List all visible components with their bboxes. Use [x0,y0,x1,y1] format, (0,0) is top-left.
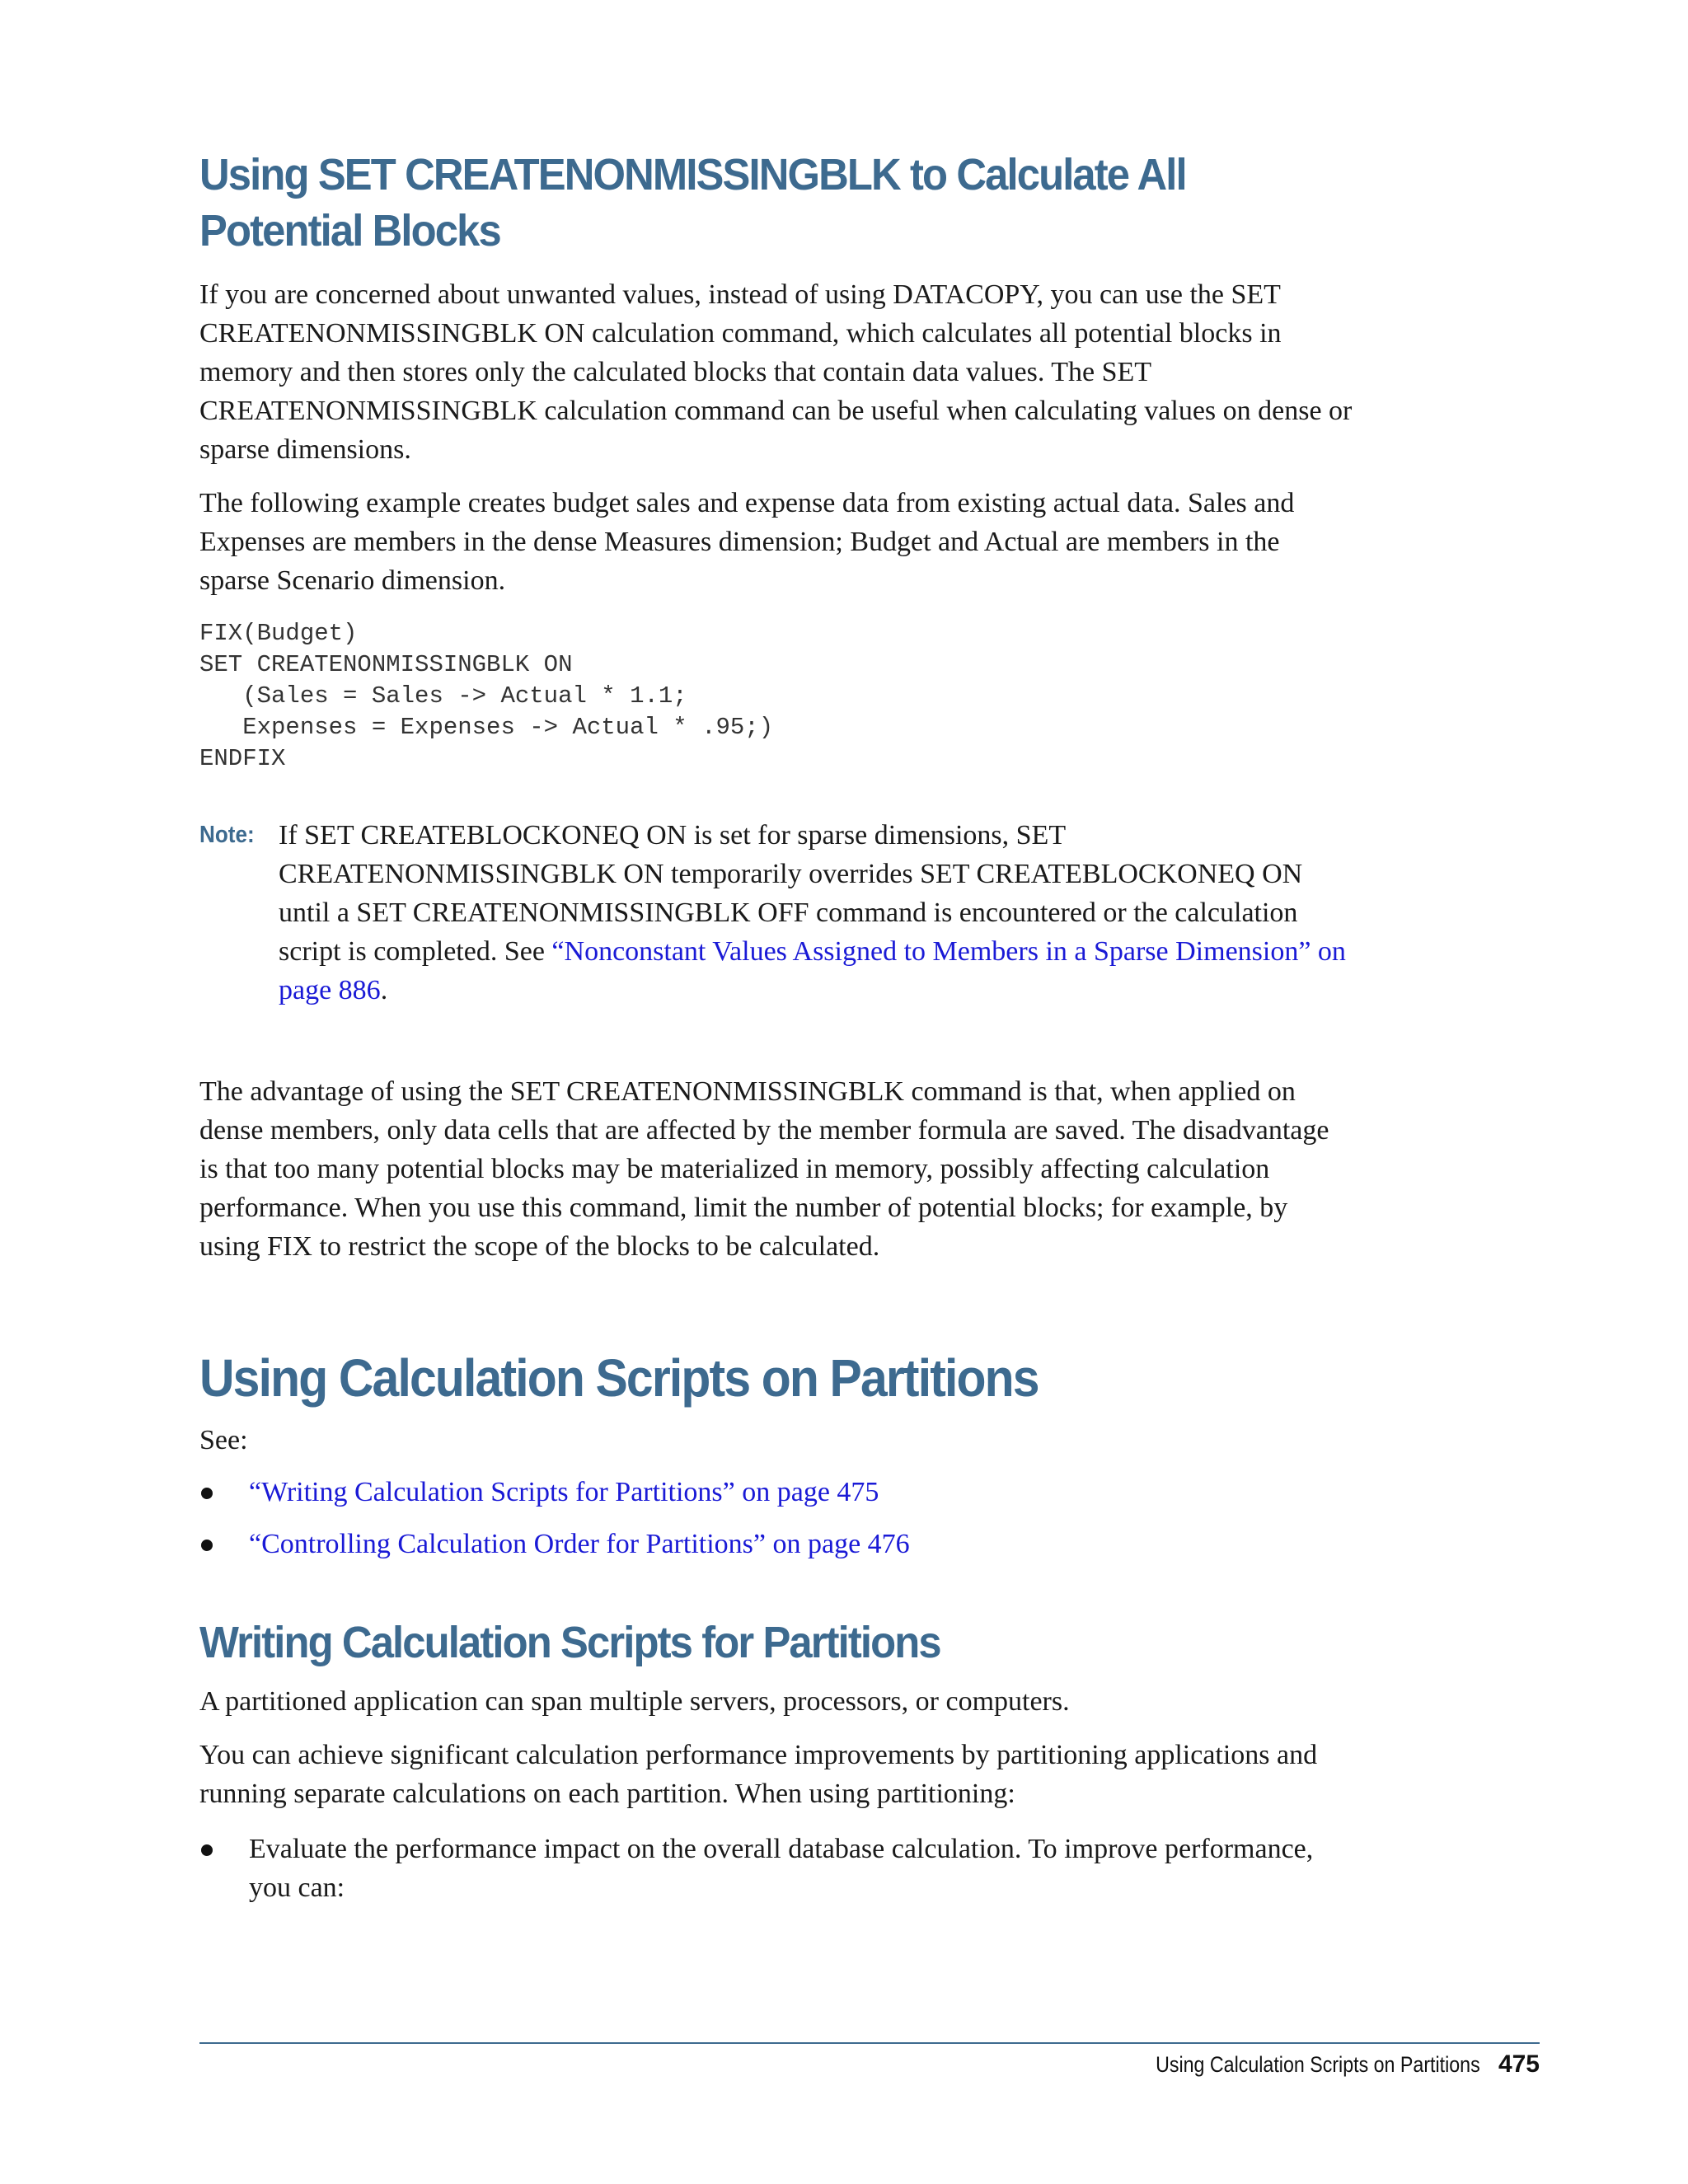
paragraph-performance: You can achieve significant calculation performance improvements by partitioning applications and running separate calculations on each partition. When using partitioning: [199,1740,1318,1809]
paragraph-intro: If you are concerned about unwanted values, instead of using DATACOPY, you can use the SET CREATENONMISSINGBLK ON calculation command, which calculates all potential blocks in memory and then stores only the calculated blocks that contain data values. The SET CREATENONMISSINGBLK calculation command can be useful when calculating values on dense or sparse dimensions. [199,279,1353,465]
see-label: See: [199,1425,248,1455]
paragraph-example: The following example creates budget sales and expense data from existing actual data. Sales and Expenses are members in the dense Measures dimension; Budget and Actual are members in the sparse Scenario dimension. [199,488,1295,596]
bullet-text: Evaluate the performance impact on the overall database calculation. To improve performance, you can: [249,1834,1314,1903]
note-box [199,816,1353,1010]
section-heading-writing-calc-scripts: Writing Calculation Scripts for Partitions [199,1618,940,1667]
see-list [199,1473,1353,1563]
paragraph-advantage: The advantage of using the SET CREATENONMISSINGBLK command is that, when applied on dense members, only data cells that are affected by the member formula are saved. The disadvantage is that too many potential blocks may be materialized in memory, possibly affecting calculation performance. When you use this command, limit the number of potential blocks; for example, by using FIX to restrict the scope of the blocks to be calculated. [199,1076,1329,1262]
section-heading-createnonmissingblk: Using SET CREATENONMISSINGBLK to Calculate All Potential Blocks [199,150,1186,255]
note-label: Note: [199,822,255,848]
list-item [199,1830,1353,1907]
partition-list [199,1830,1353,1907]
link-writing-calc-scripts[interactable]: “Writing Calculation Scripts for Partitions” on page 475 [249,1477,879,1507]
bullet-icon [201,1844,213,1856]
note-end: . [380,975,388,1005]
link-controlling-calc-order[interactable]: “Controlling Calculation Order for Partitions” on page 476 [249,1529,910,1559]
list-item [199,1473,1353,1511]
footer-divider [199,2042,1540,2044]
page-number: 475 [1498,2050,1540,2078]
footer-title: Using Calculation Scripts on Partitions [1156,2052,1480,2077]
page-footer [1103,2050,1540,2079]
chapter-heading-partitions: Using Calculation Scripts on Partitions [199,1348,1039,1408]
code-block: FIX(Budget) SET CREATENONMISSINGBLK ON (Sales = Sales -> Actual * 1.1; Expenses = Expenses -> Actual * .95;) ENDFIX [199,620,774,772]
note-body: If SET CREATEBLOCKONEQ ON is set for sparse dimensions, SET CREATENONMISSINGBLK ON temporarily overrides SET CREATEBLOCKONEQ ON until a SET CREATENONMISSINGBLK OFF command is encountered or the calculation script is completed. See [279,820,1303,967]
link-nonconstant-values[interactable]: “Nonconstant Values Assigned to Members in a Sparse Dimension” on page 886 [279,936,1346,1005]
bullet-icon [201,1540,213,1551]
paragraph-partitioned-app: A partitioned application can span multiple servers, processors, or computers. [199,1686,1070,1717]
bullet-icon [201,1488,213,1499]
note-text [279,816,1353,1010]
list-item [199,1525,1353,1563]
page-content [199,147,1353,1907]
